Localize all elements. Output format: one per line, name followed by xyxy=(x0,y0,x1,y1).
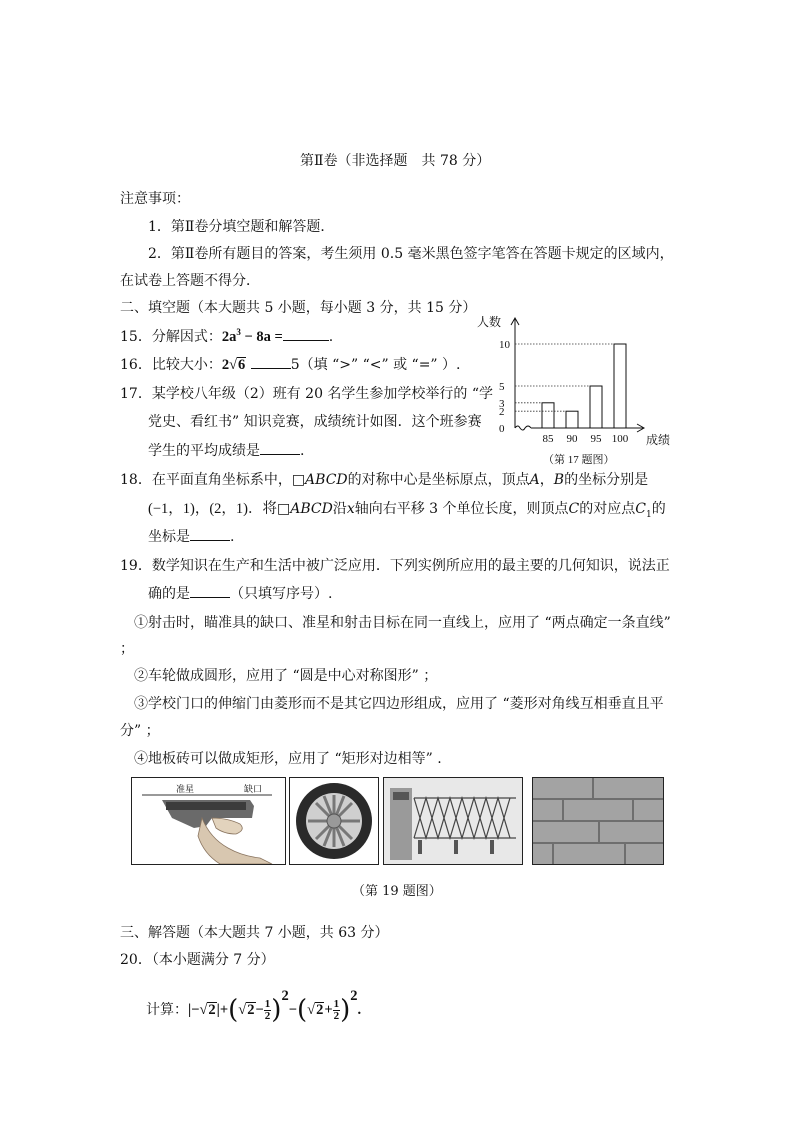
question-15 xyxy=(120,326,333,346)
wheel-photo xyxy=(289,777,379,865)
gun-sight-photo xyxy=(131,777,286,865)
x-tick-label: 95 xyxy=(590,433,602,445)
y-tick-label: 3 xyxy=(499,397,505,410)
bar xyxy=(566,411,578,428)
question-16 xyxy=(120,354,461,374)
y-tick-label: 10 xyxy=(499,339,510,351)
q16-rest: 5（填 “>” “<” 或 “=” ）. xyxy=(290,357,461,373)
q15-expression: $2a^3 - 8a$ = xyxy=(221,327,283,345)
q19-line1: 19．数学知识在生产和生活中被广泛应用．下列实例所应用的最主要的几何知识，说法正 xyxy=(120,558,670,574)
front-sight-label: 准星 xyxy=(176,785,195,795)
figure-19-caption: （第 19 题图） xyxy=(352,884,442,899)
note-item-2-line1: 2．第Ⅱ卷所有题目的答案，考生须用 0.5 毫米黑色签字笔答在答题卡规定的区域内， xyxy=(148,246,674,262)
q19-option-3-line2: 分” ； xyxy=(120,723,160,739)
q17-line1: 17．某学校八年级（2）班有 20 名学生参加学校举行的 “学 xyxy=(120,386,494,402)
bar xyxy=(542,403,554,428)
q19-option-4: ④地板砖可以做成矩形，应用了 “矩形对边相等” . xyxy=(134,751,442,767)
q15-answer-blank[interactable] xyxy=(283,326,329,341)
bar xyxy=(614,344,626,428)
q15-prefix: 15．分解因式： xyxy=(120,329,222,345)
q20-header: 20．（本小题满分 7 分） xyxy=(120,952,275,968)
q18-line1: 18．在平面直角坐标系中，□ABCD的对称中心是坐标原点，顶点A，B的坐标分别是 xyxy=(120,472,649,488)
floor-tile-photo xyxy=(532,777,664,865)
notch-label: 缺口 xyxy=(244,785,263,795)
retractable-gate-photo xyxy=(383,777,523,865)
q19-line2: 确的是 （只填写序号）. xyxy=(148,583,332,603)
x-tick-label: 100 xyxy=(611,433,629,445)
q19-option-1-line2: ； xyxy=(120,641,134,657)
parallelogram-label: □ABCD xyxy=(291,472,348,488)
x-tick-label: 90 xyxy=(566,433,578,445)
q15-suffix: . xyxy=(328,329,334,345)
q18-line3: 坐标是 . xyxy=(148,526,234,546)
x-axis-label: 成绩 xyxy=(646,433,671,447)
q20-expression: 计算：|−√2|+(√2− $\frac{1}{2}$ )$^2$−(√2+ $\frac{1}{2}$ )$^2$. xyxy=(146,988,362,1025)
chart-title: （第 17 题图） xyxy=(543,454,615,466)
q16-prefix: 16．比较大小： xyxy=(120,357,222,373)
section-2-heading: 二、填空题（本大题共 5 小题，每小题 3 分，共 15 分） xyxy=(120,300,477,316)
section-title: 第Ⅱ卷（非选择题 共 78 分） xyxy=(300,153,491,169)
note-item-1: 1．第Ⅱ卷分填空题和解答题． xyxy=(148,219,335,235)
q19-option-2: ②车轮做成圆形，应用了 “圆是中心对称图形” ； xyxy=(134,668,438,684)
q18-line2: (−1，1)，(2，1)．将□ABCD沿x轴向右平移 3 个单位长度，则顶点C的对应点$C_1$的 xyxy=(148,501,666,520)
q19-option-3-line1: ③学校门口的伸缩门由菱形而不是其它四边形组成，应用了 “菱形对角线互相垂直且平 xyxy=(134,696,664,712)
q17-bar-chart xyxy=(470,310,685,470)
notes-heading: 注意事项： xyxy=(120,191,190,207)
note-item-2-line2: 在试卷上答题不得分． xyxy=(120,273,260,289)
q16-answer-blank[interactable] xyxy=(251,354,291,369)
x-tick-label: 85 xyxy=(542,433,554,445)
bar xyxy=(590,386,602,428)
q19-option-1-line1: ①射击时，瞄准具的缺口、准星和射击目标在同一直线上，应用了 “两点确定一条直线” xyxy=(134,615,671,631)
q17-line2: 党史、看红书” 知识竞赛，成绩统计如图．这个班参赛 xyxy=(148,414,482,430)
q16-expression: 2√6 xyxy=(221,357,246,373)
q19-answer-blank[interactable] xyxy=(190,583,230,598)
y-tick-label: 0 xyxy=(499,423,505,435)
section-3-heading: 三、解答题（本大题共 7 小题，共 63 分） xyxy=(120,925,389,941)
y-tick-label: 5 xyxy=(499,381,505,393)
q17-answer-blank[interactable] xyxy=(260,440,300,455)
q17-line3: 学生的平均成绩是 . xyxy=(148,440,304,460)
y-tick-label: 2 xyxy=(499,406,505,419)
axis-break xyxy=(515,426,531,430)
q18-answer-blank[interactable] xyxy=(190,526,230,541)
y-axis-label: 人数 xyxy=(477,315,502,329)
